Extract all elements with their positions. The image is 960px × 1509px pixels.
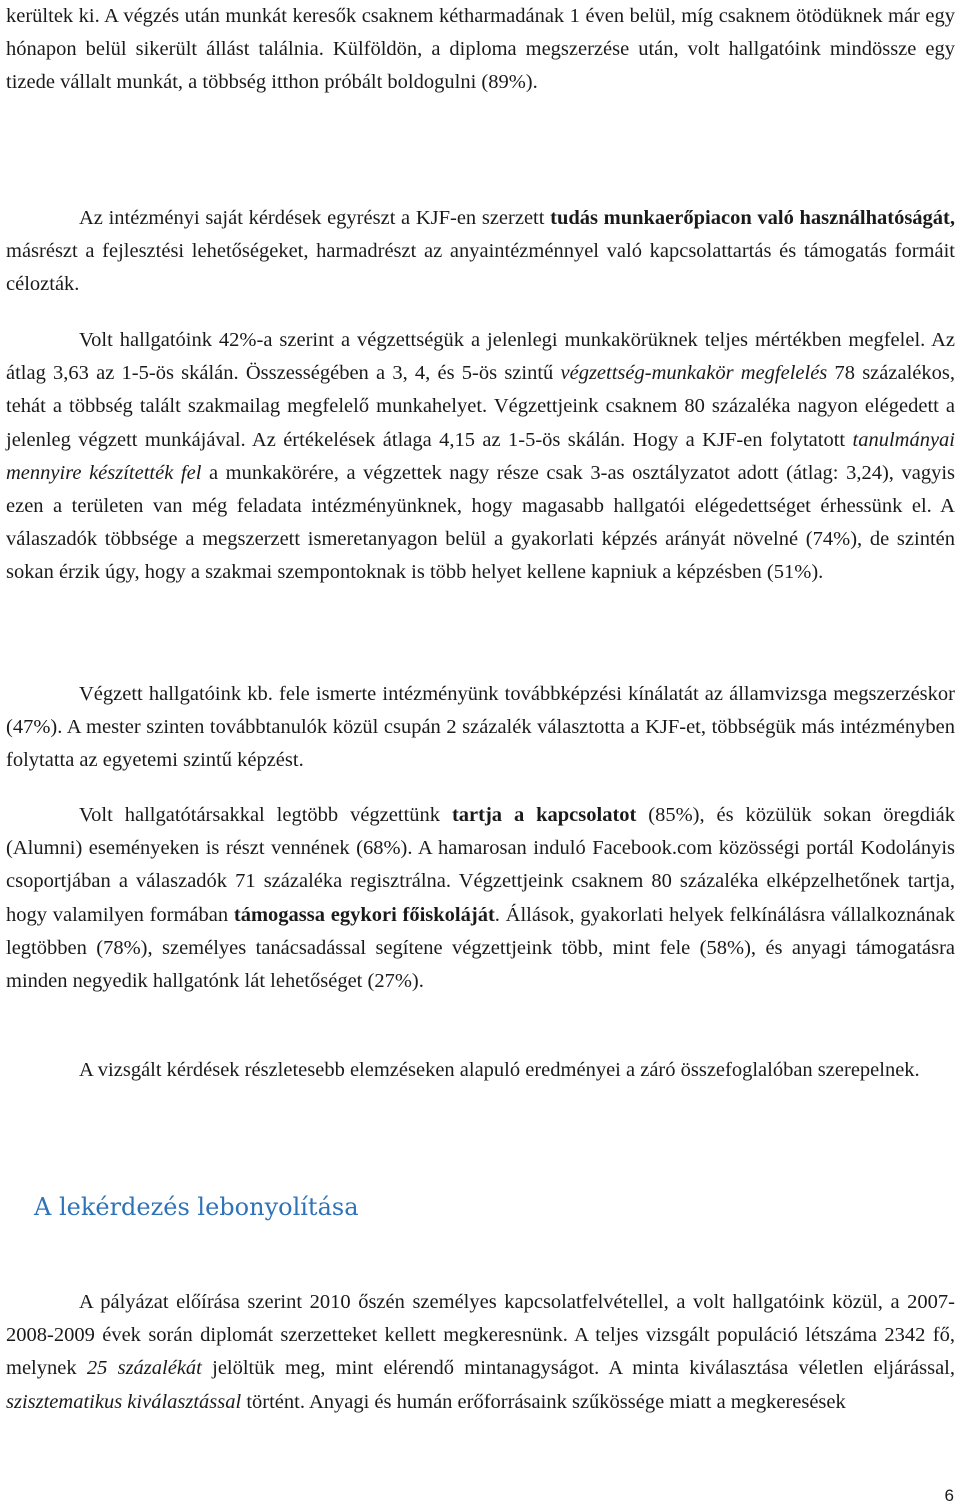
paragraph-text: történt. Anyagi és humán erőforrásaink szűkössége miatt a megkeresések (241, 1390, 846, 1413)
paragraph-text: jelöltük meg, mint elérendő mintanagyságot. A minta kiválasztása véletlen eljárással, (201, 1357, 955, 1380)
emphasis-bold: támogassa egykori főiskoláját (233, 903, 495, 926)
paragraph-alumni-contact (6, 799, 955, 998)
paragraph-summary-reference (6, 1054, 955, 1087)
paragraph-text: a munkakörére, a végzettek nagy része csak 3-as osztályzatot adott (átlag: 3,24), vagyis ezen a területen van még feladata intézményünknek, hogy magasabb hallgatói elégedettséget érhessünk el. A válaszadók többsége a megszerzett ismeretanyagon belül a gyakorlati képzés arányát növelné (74%), de szintén sokan érzik úgy, hogy a szakmai szempontoknak is több helyet kellene kapniuk a képzésben (51%). (6, 461, 955, 584)
paragraph-text: (85%), és közülük sokan öregdiák (Alumni) eseményeken is részt vennének (68%). A hamarosan induló Facebook.com közösségi portál Kodolányis csoportjában a válaszadók 71 százaléka regisztrálna. Végzettjeink csaknem 80 százaléka elképzelhetőnek tartja, hogy valamilyen formában (6, 804, 955, 926)
paragraph-further-education (6, 678, 955, 778)
paragraph-text: . Állások, gyakorlati helyek felkínálásra vállalkoznának legtöbben (78%), személyes tanácsadással segítene végzettjeink több, mint fele (58%), és anyagi támogatásra minden negyedik hallgatónk lát lehetőséget (27%). (6, 903, 955, 993)
emphasis-bold: tudás munkaerőpiacon való használhatóságát, (550, 207, 955, 229)
emphasis-bold: tartja a kapcsolatot (451, 804, 637, 826)
paragraph-text: kerültek ki. A végzés után munkát keresők csaknem kétharmadának 1 éven belül, míg csaknem ötödüknek már egy hónapon belül sikerült állást találnia. Külföldön, a diploma megszerzése után, volt hallgatóink mindössze egy tizede vállalt munkát, a többség itthon próbált boldogulni (89%). (6, 5, 955, 94)
paragraph-survey-method (6, 1286, 955, 1419)
emphasis-italic: 25 százalékát (86, 1357, 202, 1380)
section-heading: A lekérdezés lebonyolítása (34, 1193, 359, 1221)
page-number: 6 (944, 1486, 954, 1505)
paragraph-job-match (6, 324, 955, 590)
emphasis-italic: tanulmányai mennyire készítették fel (6, 428, 955, 484)
paragraph-text: A vizsgált kérdések részletesebb elemzéseken alapuló eredményei a záró összefoglalóban szerepelnek. (79, 1059, 920, 1081)
paragraph-employment-results (6, 0, 955, 100)
paragraph-text: 78 százalékos, tehát a többség talált szakmailag megfelelő munkahelyet. Végzettjeink csaknem 80 százaléka nagyon elégedett a jelenleg végzett munkájával. Az értékelések átlaga 4,15 az 1-5-ös skálán. Hogy a KJF-en folytatott (6, 362, 955, 451)
paragraph-text: másrészt a fejlesztési lehetőségeket, harmadrészt az anyaintézménnyel való kapcsolattartás és támogatás formáit célozták. (6, 240, 955, 296)
paragraph-institutional-questions (6, 202, 955, 302)
paragraph-text: Végzett hallgatóink kb. fele ismerte intézményünk továbbképzési kínálatát az államvizsga megszerzéskor (47%). A mester szinten továbbtanulók közül csupán 2 százalék választotta a KJF-et, többségük más intézményben folytatta az egyetemi szintű képzést. (6, 683, 955, 772)
paragraph-text: Volt hallgatóink 42%-a szerint a végzettségük a jelenlegi munkakörüknek teljes mértékben megfelel. Az átlag 3,63 az 1-5-ös skálán. Összességében a 3, 4, és 5-ös szintű (6, 329, 955, 385)
paragraph-text: Volt hallgatótársakkal legtöbb végzettünk (79, 804, 452, 826)
emphasis-italic: végzettség-munkakör megfelelés (560, 362, 828, 385)
emphasis-italic: szisztematikus kiválasztással (6, 1390, 242, 1413)
paragraph-text: Az intézményi saját kérdések egyrészt a KJF-en szerzett (79, 207, 551, 229)
paragraph-text: A pályázat előírása szerint 2010 őszén személyes kapcsolatfelvétellel, a volt hallgatóink közül, a 2007-2008-2009 évek során diplomát szerzetteket kellett megkeresnünk. A teljes vizsgált populáció létszáma 2342 fő, melynek (6, 1291, 955, 1380)
